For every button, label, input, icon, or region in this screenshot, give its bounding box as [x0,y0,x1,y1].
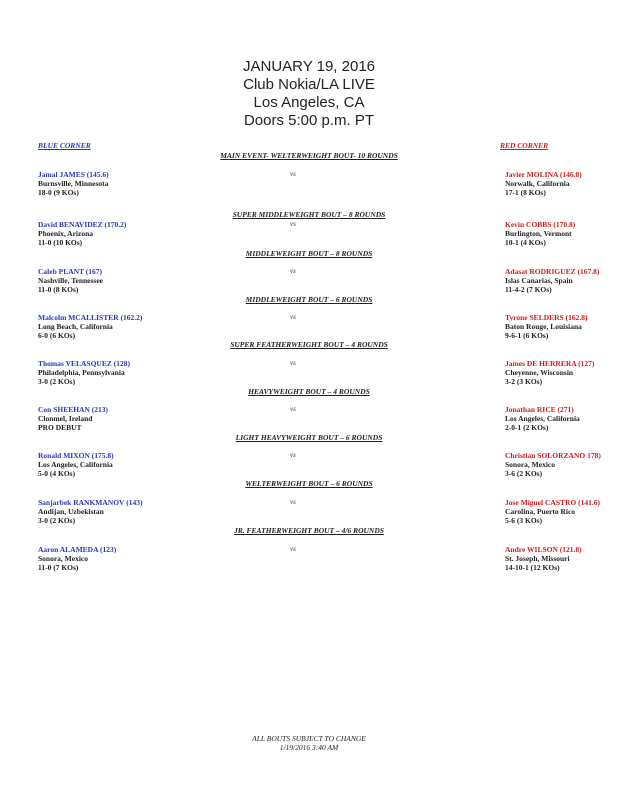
fighter-record: 3-2 (3 KOs) [505,377,543,386]
bout-title: MIDDLEWEIGHT BOUT – 6 ROUNDS [245,295,373,304]
event-date: JANUARY 19, 2016 [242,58,376,75]
vs-label: vs [290,267,296,275]
red-fighter [505,267,599,294]
fighter-record: 5-6 (3 KOs) [505,516,543,525]
fighter-record: PRO DEBUT [38,423,82,432]
fighter-name: Sanjarbek RANKMANOV (143) [38,498,143,507]
blue-fighter [38,405,108,432]
red-fighter [505,359,594,386]
vs-label: vs [290,220,296,228]
print-timestamp: 1/19/2016 3:40 AM [279,743,339,752]
fighter-record: 17-1 (8 KOs) [505,188,546,197]
fighter-name: Jamal JAMES (145.6) [38,170,109,179]
fighter-hometown: Andijan, Uzbekistan [38,507,104,516]
fighter-hometown: Long Beach, California [38,322,113,331]
fighter-record: 5-0 (4 KOs) [38,469,76,478]
bout-title: SUPER FEATHERWEIGHT BOUT – 4 ROUNDS [230,340,388,349]
fighter-record: 9-6-1 (6 KOs) [505,331,549,340]
fighter-name: Ronald MIXON (175.8) [38,451,114,460]
red-fighter [505,405,580,432]
fighter-record: 3-0 (2 KOs) [38,516,76,525]
fighter-name: James DE HERRERA (127) [505,359,595,368]
vs-label: vs [290,498,296,506]
blue-fighter [38,313,142,340]
fighter-hometown: Baton Rouge, Louisiana [505,322,582,331]
fighter-name: Javier MOLINA (146.8) [505,170,582,179]
blue-fighter [38,170,109,197]
fighter-record: 14-10-1 (12 KOs) [505,563,560,572]
document-footer [0,734,618,752]
fighter-hometown: Los Angeles, California [505,414,580,423]
blue-fighter [38,267,103,294]
fighter-hometown: St. Joseph, Missouri [505,554,570,563]
fighter-record: 11-0 (10 KOs) [38,238,83,247]
red-fighter [505,170,582,197]
blue-fighter [38,220,126,247]
vs-label: vs [290,451,296,459]
fighter-hometown: Burnsville, Minnesota [38,179,109,188]
fighter-record: 3-6 (2 KOs) [505,469,543,478]
fighter-hometown: Islas Canarias, Spain [505,276,573,285]
fighter-name: Andre WILSON (121.8) [505,545,582,554]
fighter-record: 10-1 (4 KOs) [505,238,546,247]
fighter-record: 11-0 (7 KOs) [38,563,79,572]
event-city: Los Angeles, CA [253,94,365,111]
fighter-record: 18-0 (9 KOs) [38,188,79,197]
fighter-hometown: Norwalk, California [505,179,570,188]
change-notice: ALL BOUTS SUBJECT TO CHANGE [252,734,366,743]
fighter-name: Christian SOLORZANO 178) [505,451,601,460]
red-fighter [505,313,587,340]
fighter-record: 6-0 (6 KOs) [38,331,76,340]
bout-title: MAIN EVENT- WELTERWEIGHT BOUT- 10 ROUNDS [220,151,398,160]
bout-title: JR. FEATHERWEIGHT BOUT – 4/6 ROUNDS [234,526,384,535]
fighter-name: David BENAVIDEZ (170.2) [38,220,127,229]
fighter-hometown: Nashville, Tennessee [38,276,104,285]
event-doors-time: Doors 5:00 p.m. PT [243,112,375,129]
bout-title: LIGHT HEAVYWEIGHT BOUT – 6 ROUNDS [235,433,383,442]
blue-corner-heading: BLUE CORNER [38,141,91,150]
bout-title: HEAVYWEIGHT BOUT – 4 ROUNDS [248,387,370,396]
blue-fighter [38,359,130,386]
fighter-name: Jose Miguel CASTRO (141.6) [505,498,600,507]
fighter-hometown: Phoenix, Arizona [38,229,94,238]
vs-label: vs [290,405,296,413]
bout-title: MIDDLEWEIGHT BOUT – 8 ROUNDS [245,249,373,258]
blue-fighter [38,545,116,572]
event-venue: Club Nokia/LA LIVE [243,76,375,93]
fighter-record: 11-0 (8 KOs) [38,285,79,294]
fighter-name: Aaron ALAMEDA (123) [38,545,117,554]
bout-title: SUPER MIDDLEWEIGHT BOUT – 8 ROUNDS [232,210,386,219]
fighter-hometown: Clonmel, Ireland [38,414,93,423]
vs-label: vs [290,545,296,553]
fighter-record: 2-0-1 (2 KOs) [505,423,549,432]
fighter-name: Kevin COBBS (170.8) [505,220,576,229]
vs-label: vs [290,313,296,321]
blue-fighter [38,498,142,525]
fighter-name: Adasat RODRIGUEZ (167.8) [505,267,600,276]
vs-label: vs [290,359,296,367]
fighter-hometown: Philadelphia, Pennsylvania [38,368,125,377]
red-fighter [505,451,601,478]
blue-fighter [38,451,114,478]
red-corner-heading: RED CORNER [500,141,549,150]
red-fighter [505,220,575,247]
fighter-name: Malcolm MCALLISTER (162.2) [38,313,143,322]
fighter-record: 11-4-2 (7 KOs) [505,285,552,294]
red-fighter [505,498,600,525]
fighter-hometown: Los Angeles, California [38,460,113,469]
red-fighter [505,545,582,572]
bout-title: WELTERWEIGHT BOUT – 6 ROUNDS [245,479,373,488]
fighter-hometown: Burlington, Vermont [505,229,572,238]
fighter-name: Thomas VELASQUEZ (128) [38,359,130,368]
fighter-name: Tyrone SELDERS (162.8) [505,313,588,322]
vs-label: vs [290,170,296,178]
event-header [0,58,618,130]
fighter-record: 3-0 (2 KOs) [38,377,76,386]
fighter-hometown: Carolina, Puerto Rico [505,507,576,516]
fighter-hometown: Sonora, Mexico [38,554,88,563]
fighter-name: Jonathan RICE (271) [505,405,574,414]
fighter-name: Con SHEEHAN (213) [38,405,109,414]
fighter-hometown: Cheyenne, Wisconsin [505,368,574,377]
fighter-hometown: Sonora, Mexico [505,460,555,469]
fighter-name: Caleb PLANT (167) [38,267,103,276]
